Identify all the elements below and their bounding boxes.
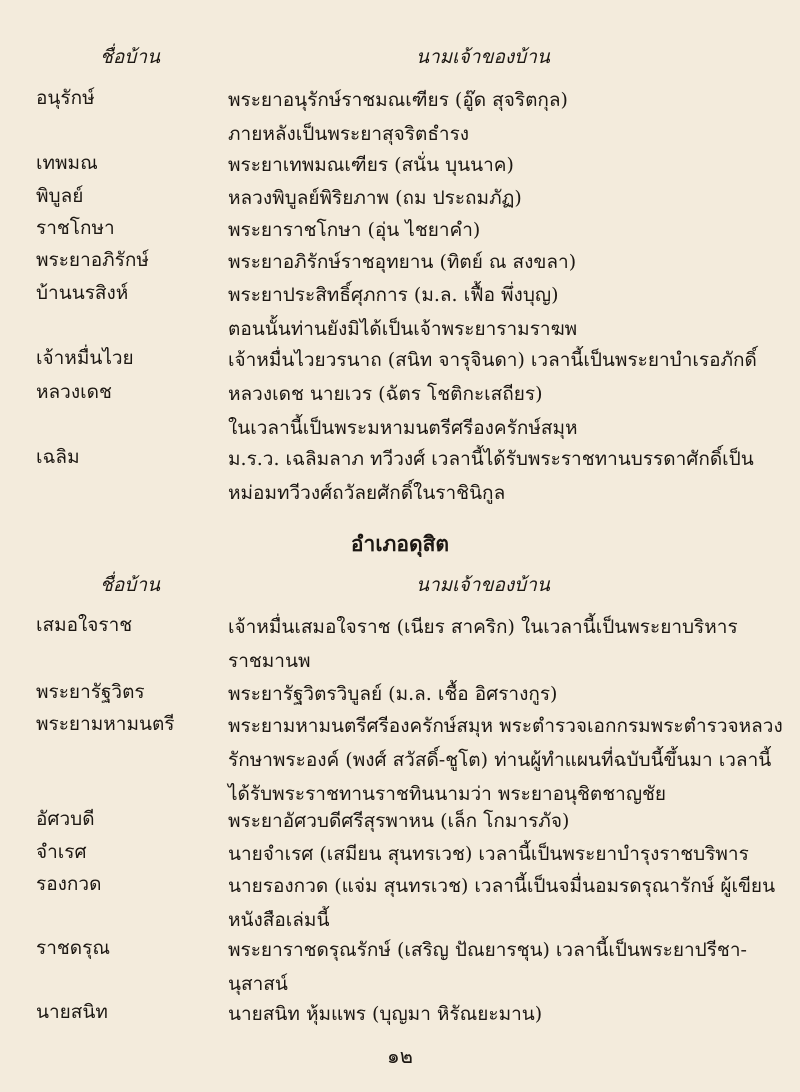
owner-line: หนังสือเล่มนี้ xyxy=(228,909,330,931)
house-name: อัศวบดี xyxy=(36,808,95,830)
house-name: ราชดรุณ xyxy=(36,937,110,959)
owner-description xyxy=(228,677,784,711)
owner-line: พระยาอนุรักษ์ราชมณเฑียร (อู๊ด สุจริตกุล) xyxy=(228,89,568,111)
owner-line: นายสนิท หุ้มแพร (บุญมา หิรัณยะมาน) xyxy=(228,1003,543,1025)
owner-description xyxy=(228,213,784,247)
owner-line: พระยาเทพมณเฑียร (สนั่น บุนนาค) xyxy=(228,154,514,176)
owner-line: ตอนนั้นท่านยังมิได้เป็นเจ้าพระยารามราฆพ xyxy=(228,318,578,340)
owner-line: เจ้าหมื่นเสมอใจราช (เนียร สาคริก) ในเวลานี้เป็นพระยาบริหาร xyxy=(228,616,738,638)
house-name: พระยาอภิรักษ์ xyxy=(36,249,149,271)
owner-description xyxy=(228,804,784,838)
owner-line: ม.ร.ว. เฉลิมลาภ ทวีวงศ์ เวลานี้ได้รับพระราชทานบรรดาศักดิ์เป็น xyxy=(228,448,754,470)
header-col-house-name: ชื่อบ้าน xyxy=(100,46,161,68)
owner-line: พระยาราชดรุณรักษ์ (เสริญ ปัณยารชุน) เวลานี้เป็นพระยาปรีชา- xyxy=(228,939,747,961)
owner-description xyxy=(228,442,784,510)
owner-line: นุสาสน์ xyxy=(228,973,288,995)
house-name: พระยามหามนตรี xyxy=(36,713,175,735)
owner-description xyxy=(228,869,784,937)
owner-line: พระยามหามนตรีศรีองครักษ์สมุห พระตำรวจเอกกรมพระตำรวจหลวง xyxy=(228,715,783,737)
owner-line: นายรองกวด (แจ่ม สุนทรเวช) เวลานี้เป็นจมื่นอมรดรุณารักษ์ ผู้เขียน xyxy=(228,875,776,897)
owner-line: ภายหลังเป็นพระยาสุจริตธำรง xyxy=(228,123,470,145)
owner-description xyxy=(228,83,784,151)
page-number: ๑๒ xyxy=(387,1044,413,1068)
house-name: ราชโกษา xyxy=(36,217,115,239)
house-name: พิบูลย์ xyxy=(36,185,84,207)
section-title: อำเภอดุสิต xyxy=(350,531,450,556)
house-name: พระยารัฐวิตร xyxy=(36,681,145,703)
owner-line: ราชมานพ xyxy=(228,650,311,672)
house-name: เสมอใจราช xyxy=(36,614,133,636)
house-name: บ้านนรสิงห์ xyxy=(36,282,129,304)
owner-line: หม่อมทวีวงศ์ถวัลยศักดิ์ในราชินิกูล xyxy=(228,482,506,504)
owner-line: ในเวลานี้เป็นพระมหามนตรีศรีองครักษ์สมุห xyxy=(228,417,578,439)
owner-line: พระยาประสิทธิ์ศุภการ (ม.ล. เฟื้อ พึ่งบุญ) xyxy=(228,284,559,306)
house-name: รองกวด xyxy=(36,873,102,895)
house-name: เจ้าหมื่นไวย xyxy=(36,347,134,369)
owner-line: หลวงพิบูลย์พิริยภาพ (ถม ประถมภัฏ) xyxy=(228,187,522,209)
owner-line: พระยารัฐวิตรวิบูลย์ (ม.ล. เชื้อ อิศรางกูร) xyxy=(228,683,558,705)
owner-description xyxy=(228,245,784,279)
owner-description xyxy=(228,148,784,182)
owner-description xyxy=(228,709,784,811)
owner-description xyxy=(228,181,784,215)
owner-description xyxy=(228,278,784,346)
owner-line: นายจำเรศ (เสมียน สุนทรเวช) เวลานี้เป็นพระยาบำรุงราชบริพาร xyxy=(228,843,749,865)
house-name: เทพมณ xyxy=(36,152,98,174)
header-col-owner-name: นามเจ้าของบ้าน xyxy=(416,46,550,68)
header-col-owner-name: นามเจ้าของบ้าน xyxy=(416,574,550,596)
owner-line: พระยาอภิรักษ์ราชอุทยาน (ทิตย์ ณ สงขลา) xyxy=(228,251,577,273)
owner-line: เจ้าหมื่นไวยวรนาถ (สนิท จารุจินดา) เวลานี้เป็นพระยาบำเรอภักดิ์ xyxy=(228,349,757,371)
owner-line: รักษาพระองค์ (พงศ์ สวัสดิ์-ชูโต) ท่านผู้ทำแผนที่ฉบับนี้ขึ้นมา เวลานี้ xyxy=(228,749,772,771)
header-col-house-name: ชื่อบ้าน xyxy=(100,574,161,596)
house-name: อนุรักษ์ xyxy=(36,87,95,109)
house-name: จำเรศ xyxy=(36,841,87,863)
owner-description xyxy=(228,377,784,445)
house-name: หลวงเดช xyxy=(36,381,112,403)
owner-line: พระยาอัศวบดีศรีสุรพาหน (เล็ก โกมารภัจ) xyxy=(228,810,570,832)
owner-line: ได้รับพระราชทานราชทินนามว่า พระยาอนุชิตชาญชัย xyxy=(228,783,667,805)
owner-description xyxy=(228,997,784,1031)
owner-description xyxy=(228,933,784,1001)
house-name: นายสนิท xyxy=(36,1001,108,1023)
owner-line: พระยาราชโกษา (อุ่น ไชยาคำ) xyxy=(228,219,481,241)
owner-description xyxy=(228,343,784,377)
owner-description xyxy=(228,610,784,678)
house-name: เฉลิม xyxy=(36,446,80,468)
owner-line: หลวงเดช นายเวร (ฉัตร โชติกะเสถียร) xyxy=(228,383,543,405)
owner-description xyxy=(228,837,784,871)
